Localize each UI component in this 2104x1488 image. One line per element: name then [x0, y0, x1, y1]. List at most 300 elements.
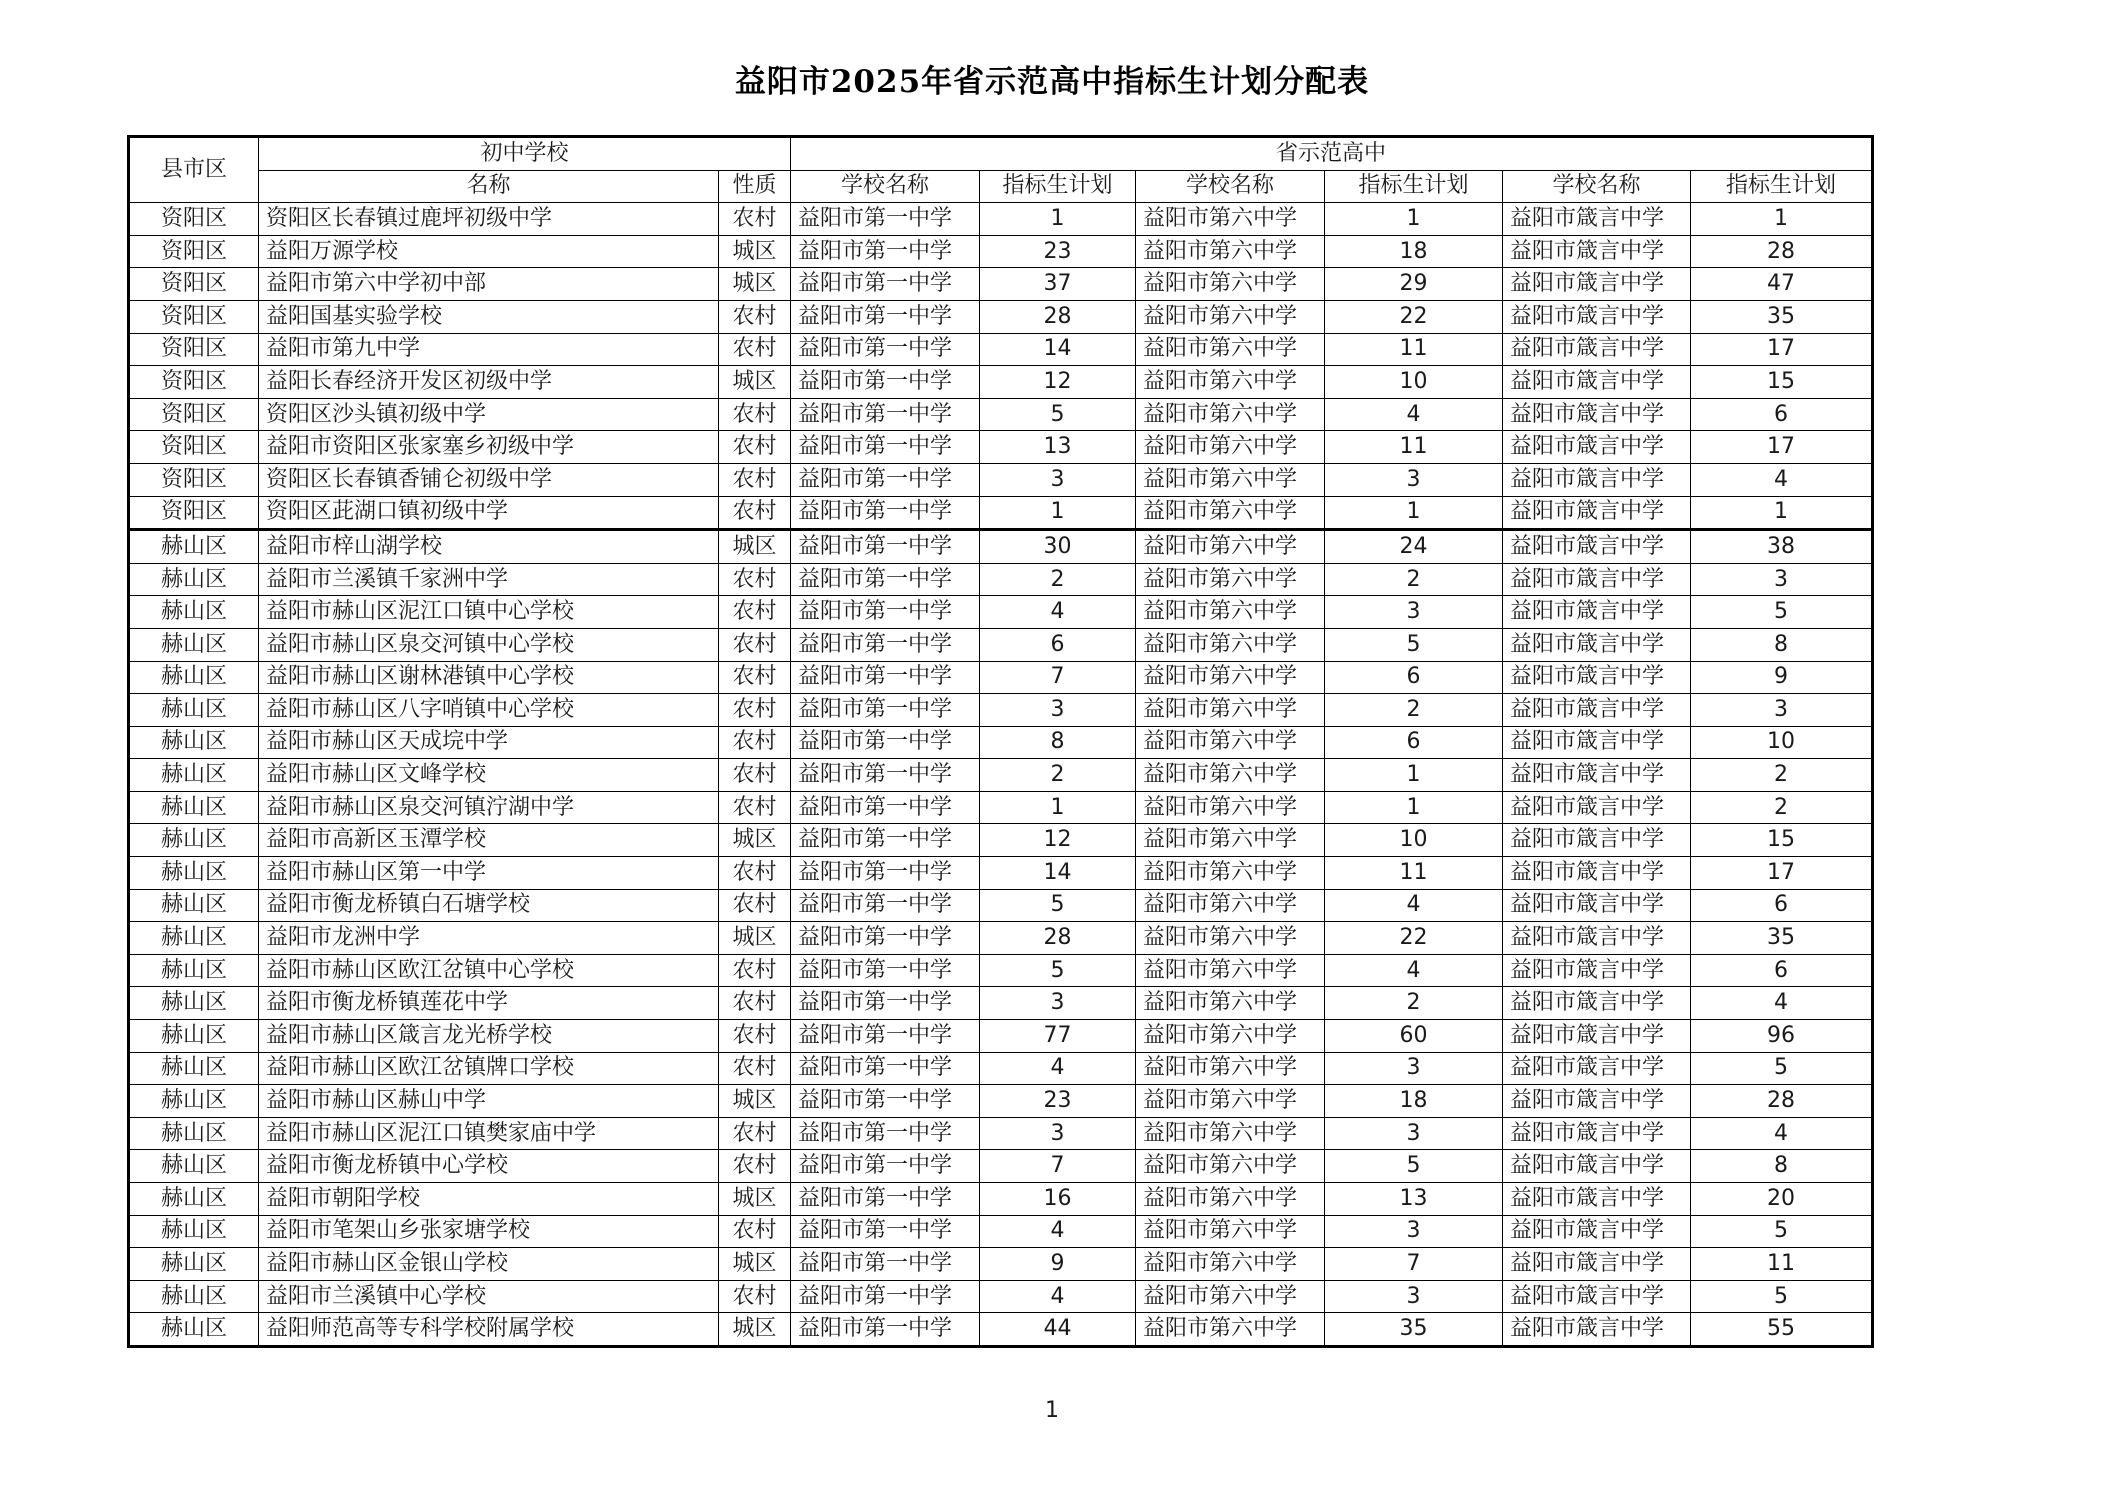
high-school-1-cell: 益阳市第一中学	[791, 1313, 980, 1347]
high-school-2-cell: 益阳市第六中学	[1136, 366, 1325, 399]
quota-3-cell: 5	[1691, 596, 1873, 629]
quota-1-cell: 3	[980, 1117, 1136, 1150]
quota-3-cell: 38	[1691, 530, 1873, 564]
table-row	[129, 203, 1873, 236]
quota-2-cell: 18	[1325, 235, 1503, 268]
high-school-2-cell: 益阳市第六中学	[1136, 726, 1325, 759]
quota-2-cell: 1	[1325, 203, 1503, 236]
quota-2-cell: 11	[1325, 333, 1503, 366]
quota-2-cell: 3	[1325, 1215, 1503, 1248]
high-school-2-cell: 益阳市第六中学	[1136, 791, 1325, 824]
high-school-1-cell: 益阳市第一中学	[791, 726, 980, 759]
school-name-cell: 益阳市赫山区赫山中学	[259, 1085, 719, 1118]
nature-cell: 农村	[719, 1020, 791, 1053]
table-row	[129, 463, 1873, 496]
table-row	[129, 694, 1873, 727]
high-school-1-cell: 益阳市第一中学	[791, 824, 980, 857]
high-school-2-cell: 益阳市第六中学	[1136, 1085, 1325, 1118]
table-row	[129, 824, 1873, 857]
quota-2-cell: 7	[1325, 1248, 1503, 1281]
district-cell: 赫山区	[129, 628, 259, 661]
quota-2-cell: 4	[1325, 889, 1503, 922]
school-name-header-1: 学校名称	[791, 170, 980, 203]
nature-cell: 农村	[719, 398, 791, 431]
school-name-header-3: 学校名称	[1503, 170, 1691, 203]
quota-2-cell: 13	[1325, 1183, 1503, 1216]
table-row	[129, 300, 1873, 333]
quota-3-cell: 35	[1691, 300, 1873, 333]
nature-cell: 农村	[719, 694, 791, 727]
high-school-1-cell: 益阳市第一中学	[791, 268, 980, 301]
table-row	[129, 366, 1873, 399]
quota-3-cell: 8	[1691, 1150, 1873, 1183]
middle-school-group-header: 初中学校	[259, 137, 791, 171]
nature-cell: 城区	[719, 1248, 791, 1281]
quota-3-cell: 15	[1691, 824, 1873, 857]
high-school-1-cell: 益阳市第一中学	[791, 596, 980, 629]
school-name-cell: 资阳区茈湖口镇初级中学	[259, 496, 719, 530]
district-cell: 赫山区	[129, 1248, 259, 1281]
high-school-3-cell: 益阳市箴言中学	[1503, 235, 1691, 268]
quota-3-cell: 9	[1691, 661, 1873, 694]
high-school-1-cell: 益阳市第一中学	[791, 791, 980, 824]
district-cell: 赫山区	[129, 922, 259, 955]
high-school-1-cell: 益阳市第一中学	[791, 661, 980, 694]
quota-3-cell: 17	[1691, 333, 1873, 366]
nature-cell: 城区	[719, 824, 791, 857]
high-school-2-cell: 益阳市第六中学	[1136, 563, 1325, 596]
table-row	[129, 235, 1873, 268]
district-cell: 赫山区	[129, 1020, 259, 1053]
table-row	[129, 1020, 1873, 1053]
quota-3-cell: 15	[1691, 366, 1873, 399]
high-school-2-cell: 益阳市第六中学	[1136, 1117, 1325, 1150]
quota-1-cell: 28	[980, 300, 1136, 333]
school-name-cell: 益阳市赫山区泥江口镇樊家庙中学	[259, 1117, 719, 1150]
high-school-3-cell: 益阳市箴言中学	[1503, 694, 1691, 727]
high-school-3-cell: 益阳市箴言中学	[1503, 300, 1691, 333]
quota-1-cell: 14	[980, 333, 1136, 366]
high-school-2-cell: 益阳市第六中学	[1136, 1215, 1325, 1248]
quota-1-cell: 4	[980, 1215, 1136, 1248]
quota-2-cell: 1	[1325, 496, 1503, 530]
quota-2-cell: 22	[1325, 922, 1503, 955]
high-school-2-cell: 益阳市第六中学	[1136, 1052, 1325, 1085]
quota-1-cell: 44	[980, 1313, 1136, 1347]
high-school-3-cell: 益阳市箴言中学	[1503, 268, 1691, 301]
high-school-1-cell: 益阳市第一中学	[791, 1280, 980, 1313]
table-row	[129, 431, 1873, 464]
table-row	[129, 530, 1873, 564]
quota-1-cell: 5	[980, 889, 1136, 922]
school-name-cell: 益阳市赫山区金银山学校	[259, 1248, 719, 1281]
high-school-3-cell: 益阳市箴言中学	[1503, 463, 1691, 496]
high-school-3-cell: 益阳市箴言中学	[1503, 366, 1691, 399]
high-school-1-cell: 益阳市第一中学	[791, 628, 980, 661]
table-row	[129, 661, 1873, 694]
school-name-cell: 益阳市龙洲中学	[259, 922, 719, 955]
high-school-3-cell: 益阳市箴言中学	[1503, 431, 1691, 464]
quota-3-cell: 1	[1691, 496, 1873, 530]
school-name-header-2: 学校名称	[1136, 170, 1325, 203]
high-school-3-cell: 益阳市箴言中学	[1503, 1150, 1691, 1183]
quota-2-cell: 5	[1325, 1150, 1503, 1183]
nature-cell: 农村	[719, 431, 791, 464]
school-name-cell: 益阳市朝阳学校	[259, 1183, 719, 1216]
table-row	[129, 1183, 1873, 1216]
district-cell: 资阳区	[129, 300, 259, 333]
nature-cell: 农村	[719, 596, 791, 629]
table-row	[129, 1085, 1873, 1118]
high-school-2-cell: 益阳市第六中学	[1136, 1183, 1325, 1216]
quota-2-cell: 35	[1325, 1313, 1503, 1347]
quota-1-cell: 1	[980, 496, 1136, 530]
district-cell: 资阳区	[129, 398, 259, 431]
school-name-cell: 益阳市赫山区欧江岔镇牌口学校	[259, 1052, 719, 1085]
school-name-cell: 益阳市赫山区泉交河镇中心学校	[259, 628, 719, 661]
district-header: 县市区	[129, 137, 259, 203]
school-name-cell: 益阳市衡龙桥镇莲花中学	[259, 987, 719, 1020]
high-school-1-cell: 益阳市第一中学	[791, 922, 980, 955]
table-row	[129, 922, 1873, 955]
quota-1-cell: 2	[980, 759, 1136, 792]
quota-1-cell: 30	[980, 530, 1136, 564]
high-school-2-cell: 益阳市第六中学	[1136, 857, 1325, 890]
high-school-1-cell: 益阳市第一中学	[791, 1117, 980, 1150]
quota-2-cell: 2	[1325, 987, 1503, 1020]
quota-3-cell: 2	[1691, 759, 1873, 792]
nature-cell: 城区	[719, 1313, 791, 1347]
nature-cell: 农村	[719, 726, 791, 759]
quota-1-cell: 9	[980, 1248, 1136, 1281]
high-school-2-cell: 益阳市第六中学	[1136, 1248, 1325, 1281]
nature-cell: 农村	[719, 463, 791, 496]
quota-2-cell: 10	[1325, 366, 1503, 399]
high-school-1-cell: 益阳市第一中学	[791, 1020, 980, 1053]
nature-cell: 农村	[719, 889, 791, 922]
quota-header-2: 指标生计划	[1325, 170, 1503, 203]
quota-3-cell: 4	[1691, 463, 1873, 496]
high-school-3-cell: 益阳市箴言中学	[1503, 922, 1691, 955]
school-name-cell: 益阳市第六中学初中部	[259, 268, 719, 301]
high-school-1-cell: 益阳市第一中学	[791, 1052, 980, 1085]
quota-1-cell: 5	[980, 954, 1136, 987]
quota-1-cell: 1	[980, 203, 1136, 236]
school-name-cell: 益阳市赫山区泉交河镇泞湖中学	[259, 791, 719, 824]
quota-1-cell: 37	[980, 268, 1136, 301]
district-cell: 赫山区	[129, 694, 259, 727]
high-school-1-cell: 益阳市第一中学	[791, 496, 980, 530]
district-cell: 赫山区	[129, 759, 259, 792]
table-row	[129, 496, 1873, 530]
table-row	[129, 333, 1873, 366]
school-name-cell: 益阳国基实验学校	[259, 300, 719, 333]
table-row	[129, 1150, 1873, 1183]
nature-cell: 城区	[719, 922, 791, 955]
high-school-1-cell: 益阳市第一中学	[791, 235, 980, 268]
quota-2-cell: 3	[1325, 463, 1503, 496]
school-name-cell: 益阳市兰溪镇中心学校	[259, 1280, 719, 1313]
school-name-cell: 益阳市兰溪镇千家洲中学	[259, 563, 719, 596]
school-name-cell: 益阳市笔架山乡张家塘学校	[259, 1215, 719, 1248]
quota-3-cell: 11	[1691, 1248, 1873, 1281]
district-cell: 赫山区	[129, 1150, 259, 1183]
high-school-1-cell: 益阳市第一中学	[791, 398, 980, 431]
high-school-2-cell: 益阳市第六中学	[1136, 235, 1325, 268]
high-school-2-cell: 益阳市第六中学	[1136, 628, 1325, 661]
quota-2-cell: 6	[1325, 726, 1503, 759]
district-cell: 资阳区	[129, 463, 259, 496]
nature-cell: 城区	[719, 268, 791, 301]
quota-1-cell: 28	[980, 922, 1136, 955]
table-header	[129, 137, 1873, 203]
school-name-cell: 益阳市赫山区八字哨镇中心学校	[259, 694, 719, 727]
high-school-1-cell: 益阳市第一中学	[791, 889, 980, 922]
high-school-2-cell: 益阳市第六中学	[1136, 987, 1325, 1020]
district-cell: 资阳区	[129, 235, 259, 268]
nature-cell: 城区	[719, 1085, 791, 1118]
high-school-2-cell: 益阳市第六中学	[1136, 463, 1325, 496]
quota-2-cell: 6	[1325, 661, 1503, 694]
quota-3-cell: 35	[1691, 922, 1873, 955]
school-name-cell: 益阳市赫山区箴言龙光桥学校	[259, 1020, 719, 1053]
high-school-2-cell: 益阳市第六中学	[1136, 333, 1325, 366]
high-school-3-cell: 益阳市箴言中学	[1503, 1020, 1691, 1053]
nature-cell: 农村	[719, 1052, 791, 1085]
high-school-1-cell: 益阳市第一中学	[791, 759, 980, 792]
quota-1-cell: 5	[980, 398, 1136, 431]
high-school-2-cell: 益阳市第六中学	[1136, 596, 1325, 629]
quota-1-cell: 23	[980, 235, 1136, 268]
district-cell: 赫山区	[129, 889, 259, 922]
district-cell: 赫山区	[129, 1215, 259, 1248]
quota-1-cell: 23	[980, 1085, 1136, 1118]
quota-1-cell: 7	[980, 1150, 1136, 1183]
district-cell: 赫山区	[129, 1052, 259, 1085]
nature-cell: 农村	[719, 300, 791, 333]
quota-3-cell: 17	[1691, 431, 1873, 464]
nature-cell: 农村	[719, 1280, 791, 1313]
high-school-1-cell: 益阳市第一中学	[791, 1183, 980, 1216]
table-row	[129, 857, 1873, 890]
high-school-1-cell: 益阳市第一中学	[791, 954, 980, 987]
district-cell: 资阳区	[129, 431, 259, 464]
district-cell: 赫山区	[129, 1280, 259, 1313]
high-school-1-cell: 益阳市第一中学	[791, 694, 980, 727]
quota-2-cell: 1	[1325, 759, 1503, 792]
table-row	[129, 398, 1873, 431]
school-name-cell: 资阳区沙头镇初级中学	[259, 398, 719, 431]
high-school-1-cell: 益阳市第一中学	[791, 857, 980, 890]
high-school-3-cell: 益阳市箴言中学	[1503, 1085, 1691, 1118]
page-number: 1	[1045, 1398, 1059, 1423]
district-cell: 赫山区	[129, 987, 259, 1020]
quota-2-cell: 2	[1325, 563, 1503, 596]
school-name-cell: 益阳市赫山区天成垸中学	[259, 726, 719, 759]
quota-2-cell: 3	[1325, 1052, 1503, 1085]
high-school-3-cell: 益阳市箴言中学	[1503, 496, 1691, 530]
quota-1-cell: 3	[980, 463, 1136, 496]
district-cell: 资阳区	[129, 366, 259, 399]
district-cell: 赫山区	[129, 1183, 259, 1216]
nature-cell: 农村	[719, 954, 791, 987]
nature-cell: 城区	[719, 1183, 791, 1216]
high-school-1-cell: 益阳市第一中学	[791, 1215, 980, 1248]
high-school-1-cell: 益阳市第一中学	[791, 300, 980, 333]
school-name-cell: 益阳市赫山区欧江岔镇中心学校	[259, 954, 719, 987]
nature-cell: 农村	[719, 987, 791, 1020]
quota-2-cell: 4	[1325, 398, 1503, 431]
nature-cell: 农村	[719, 203, 791, 236]
high-school-2-cell: 益阳市第六中学	[1136, 889, 1325, 922]
quota-3-cell: 55	[1691, 1313, 1873, 1347]
quota-2-cell: 1	[1325, 791, 1503, 824]
quota-3-cell: 5	[1691, 1215, 1873, 1248]
quota-2-cell: 29	[1325, 268, 1503, 301]
high-school-3-cell: 益阳市箴言中学	[1503, 661, 1691, 694]
high-school-3-cell: 益阳市箴言中学	[1503, 954, 1691, 987]
high-school-3-cell: 益阳市箴言中学	[1503, 857, 1691, 890]
school-name-cell: 资阳区长春镇过鹿坪初级中学	[259, 203, 719, 236]
quota-3-cell: 17	[1691, 857, 1873, 890]
quota-3-cell: 1	[1691, 203, 1873, 236]
school-name-cell: 益阳市赫山区第一中学	[259, 857, 719, 890]
district-cell: 赫山区	[129, 857, 259, 890]
high-school-3-cell: 益阳市箴言中学	[1503, 1313, 1691, 1347]
high-school-3-cell: 益阳市箴言中学	[1503, 563, 1691, 596]
quota-1-cell: 7	[980, 661, 1136, 694]
quota-2-cell: 10	[1325, 824, 1503, 857]
nature-cell: 农村	[719, 563, 791, 596]
quota-3-cell: 6	[1691, 954, 1873, 987]
school-name-cell: 益阳市赫山区文峰学校	[259, 759, 719, 792]
quota-3-cell: 2	[1691, 791, 1873, 824]
quota-3-cell: 20	[1691, 1183, 1873, 1216]
school-name-cell: 益阳市赫山区谢林港镇中心学校	[259, 661, 719, 694]
quota-3-cell: 96	[1691, 1020, 1873, 1053]
quota-3-cell: 4	[1691, 1117, 1873, 1150]
district-cell: 赫山区	[129, 1085, 259, 1118]
school-name-cell: 益阳市高新区玉潭学校	[259, 824, 719, 857]
school-name-cell: 益阳市衡龙桥镇中心学校	[259, 1150, 719, 1183]
high-school-2-cell: 益阳市第六中学	[1136, 203, 1325, 236]
school-name-cell: 资阳区长春镇香铺仑初级中学	[259, 463, 719, 496]
table-body	[129, 203, 1873, 1347]
nature-cell: 城区	[719, 530, 791, 564]
high-school-3-cell: 益阳市箴言中学	[1503, 203, 1691, 236]
high-school-3-cell: 益阳市箴言中学	[1503, 398, 1691, 431]
nature-cell: 农村	[719, 759, 791, 792]
high-school-3-cell: 益阳市箴言中学	[1503, 1052, 1691, 1085]
quota-1-cell: 12	[980, 366, 1136, 399]
quota-2-cell: 22	[1325, 300, 1503, 333]
high-school-1-cell: 益阳市第一中学	[791, 333, 980, 366]
table-row	[129, 596, 1873, 629]
high-school-3-cell: 益阳市箴言中学	[1503, 530, 1691, 564]
table-row	[129, 954, 1873, 987]
high-school-1-cell: 益阳市第一中学	[791, 563, 980, 596]
high-school-2-cell: 益阳市第六中学	[1136, 1313, 1325, 1347]
high-school-3-cell: 益阳市箴言中学	[1503, 596, 1691, 629]
high-school-1-cell: 益阳市第一中学	[791, 366, 980, 399]
allocation-table	[127, 135, 1874, 1348]
school-name-cell: 益阳市赫山区泥江口镇中心学校	[259, 596, 719, 629]
table-row	[129, 1313, 1873, 1347]
high-school-2-cell: 益阳市第六中学	[1136, 759, 1325, 792]
district-cell: 资阳区	[129, 268, 259, 301]
high-school-3-cell: 益阳市箴言中学	[1503, 1117, 1691, 1150]
nature-cell: 农村	[719, 1150, 791, 1183]
high-school-2-cell: 益阳市第六中学	[1136, 496, 1325, 530]
table-row	[129, 268, 1873, 301]
nature-cell: 农村	[719, 496, 791, 530]
quota-2-cell: 2	[1325, 694, 1503, 727]
page-title: 益阳市2025年省示范高中指标生计划分配表	[734, 64, 1370, 100]
table-row	[129, 1280, 1873, 1313]
table-row	[129, 1117, 1873, 1150]
school-name-cell: 益阳市资阳区张家塞乡初级中学	[259, 431, 719, 464]
quota-1-cell: 13	[980, 431, 1136, 464]
quota-3-cell: 5	[1691, 1280, 1873, 1313]
school-name-cell: 益阳市第九中学	[259, 333, 719, 366]
district-cell: 赫山区	[129, 661, 259, 694]
quota-2-cell: 5	[1325, 628, 1503, 661]
district-cell: 资阳区	[129, 496, 259, 530]
high-school-1-cell: 益阳市第一中学	[791, 1150, 980, 1183]
nature-header: 性质	[719, 170, 791, 203]
district-cell: 赫山区	[129, 824, 259, 857]
quota-1-cell: 3	[980, 694, 1136, 727]
quota-3-cell: 3	[1691, 694, 1873, 727]
high-school-2-cell: 益阳市第六中学	[1136, 694, 1325, 727]
name-header: 名称	[259, 170, 719, 203]
quota-1-cell: 4	[980, 1280, 1136, 1313]
high-school-3-cell: 益阳市箴言中学	[1503, 1280, 1691, 1313]
high-school-3-cell: 益阳市箴言中学	[1503, 824, 1691, 857]
high-school-3-cell: 益阳市箴言中学	[1503, 726, 1691, 759]
high-school-2-cell: 益阳市第六中学	[1136, 530, 1325, 564]
quota-2-cell: 60	[1325, 1020, 1503, 1053]
nature-cell: 农村	[719, 1117, 791, 1150]
high-school-2-cell: 益阳市第六中学	[1136, 300, 1325, 333]
table-row	[129, 987, 1873, 1020]
district-cell: 赫山区	[129, 726, 259, 759]
quota-3-cell: 8	[1691, 628, 1873, 661]
high-school-2-cell: 益阳市第六中学	[1136, 268, 1325, 301]
quota-3-cell: 3	[1691, 563, 1873, 596]
high-school-3-cell: 益阳市箴言中学	[1503, 759, 1691, 792]
quota-1-cell: 8	[980, 726, 1136, 759]
high-school-1-cell: 益阳市第一中学	[791, 203, 980, 236]
high-school-3-cell: 益阳市箴言中学	[1503, 987, 1691, 1020]
quota-1-cell: 1	[980, 791, 1136, 824]
quota-header-1: 指标生计划	[980, 170, 1136, 203]
district-cell: 赫山区	[129, 1117, 259, 1150]
table-row	[129, 628, 1873, 661]
high-school-3-cell: 益阳市箴言中学	[1503, 1248, 1691, 1281]
table-row	[129, 889, 1873, 922]
quota-3-cell: 6	[1691, 398, 1873, 431]
high-school-2-cell: 益阳市第六中学	[1136, 661, 1325, 694]
nature-cell: 城区	[719, 366, 791, 399]
table-row	[129, 759, 1873, 792]
table-row	[129, 726, 1873, 759]
school-name-cell: 益阳市梓山湖学校	[259, 530, 719, 564]
nature-cell: 农村	[719, 1215, 791, 1248]
table-row	[129, 1052, 1873, 1085]
quota-2-cell: 4	[1325, 954, 1503, 987]
high-school-2-cell: 益阳市第六中学	[1136, 922, 1325, 955]
